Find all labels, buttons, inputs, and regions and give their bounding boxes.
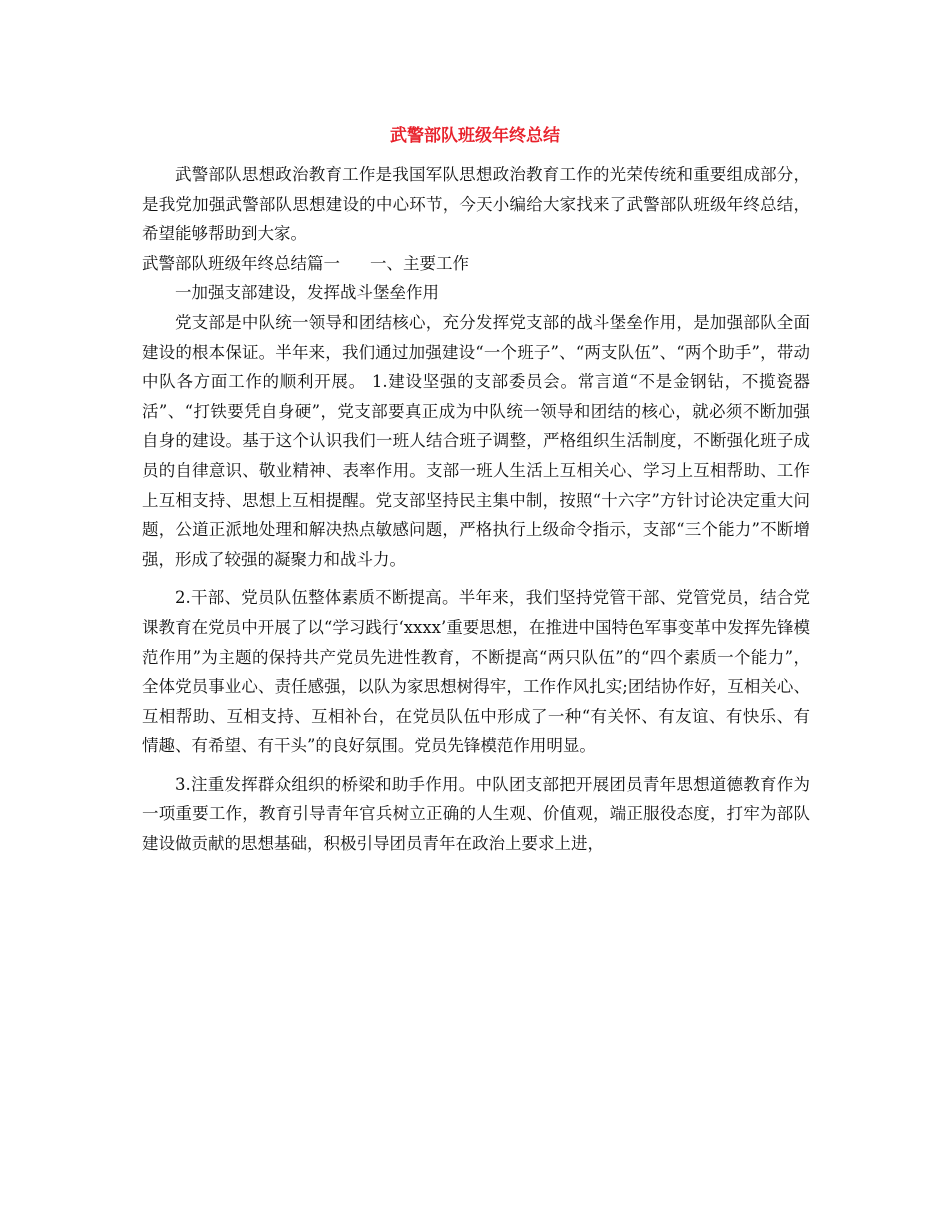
section-heading: 一、主要工作 <box>370 253 469 273</box>
body-paragraph-1: 党支部是中队统一领导和团结核心，充分发挥党支部的战斗堡垒作用，是加强部队全面建设的根本保证。半年来，我们通过加强建设“一个班子”、“两支队伍”、“两个助手”，带动中队各方面工作的顺利开展。 1.建设坚强的支部委员会。常言道“不是金钢钻，不揽瓷器活”、“打铁要凭自身硬”，党支部要真正成为中队统一领导和团结的核心，就必须不断加强自身的建设。基于这个认识我们一班人结合班子调整，严格组织生活制度，不断强化班子成员的自律意识、敬业精神、表率作用。支部一班人生活上互相关心、学习上互相帮助、工作上互相支持、思想上互相提醒。党支部坚持民主集中制，按照“十六字”方针讨论决定重大问题，公道正派地处理和解决热点敏感问题，严格执行上级命令指示，支部“三个能力”不断增强，形成了较强的凝聚力和战斗力。 <box>142 312 810 569</box>
body-paragraph-2: 2.干部、党员队伍整体素质不断提高。半年来，我们坚持党管干部、党管党员，结合党课教育在党员中开展了以“学习践行‘xxxx’重要思想，在推进中国特色军事变革中发挥先锋模范作用”为主题的保持共产党员先进性教育，不断提高“两只队伍”的“四个素质一个能力”，全体党员事业心、责任感强，以队为家思想树得牢，工作作风扎实;团结协作好，互相关心、互相帮助、互相支持、互相补台，在党员队伍中形成了一种“有关怀、有友谊、有快乐、有情趣、有希望、有干头”的良好氛围。党员先锋模范作用明显。 <box>142 588 810 756</box>
document-title: 武警部队班级年终总结 <box>390 126 560 146</box>
subheading: 一加强支部建设，发挥战斗堡垒作用 <box>175 283 439 303</box>
section-label: 武警部队班级年终总结篇一 <box>142 253 340 273</box>
intro-paragraph: 武警部队思想政治教育工作是我国军队思想政治教育工作的光荣传统和重要组成部分，是我党加强武警部队思想建设的中心环节，今天小编给大家找来了武警部队班级年终总结，希望能够帮助到大家。 <box>142 165 810 244</box>
document-body <box>142 160 810 859</box>
section-heading-line <box>142 249 810 279</box>
body-paragraph-3: 3.注重发挥群众组织的桥梁和助手作用。中队团支部把开展团员青年思想道德教育作为一项重要工作，教育引导青年官兵树立正确的人生观、价值观，端正服役态度，打牢为部队建设做贡献的思想基础，积极引导团员青年在政治上要求上进， <box>142 774 810 854</box>
